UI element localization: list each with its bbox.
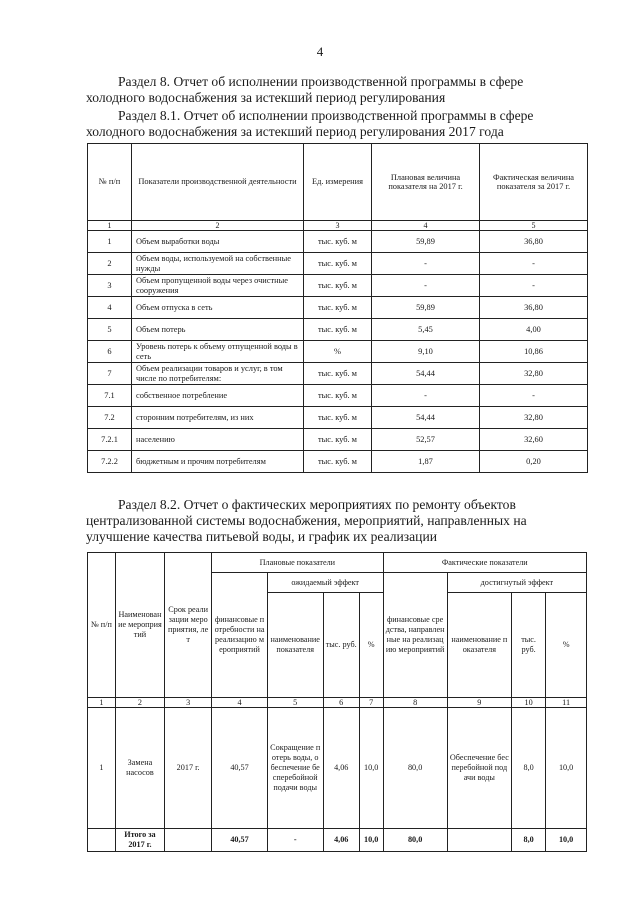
column-number: 2	[115, 698, 164, 708]
measure-name: Замена насосов	[115, 708, 164, 829]
row-number: 1	[88, 231, 132, 253]
table-row	[88, 407, 588, 429]
header-cell: Плановая величина показателя на 2017 г.	[372, 144, 480, 221]
total-fact-finance: 80,0	[383, 829, 447, 852]
header-group-row	[88, 553, 587, 573]
row-unit: тыс. куб. м	[304, 231, 372, 253]
row-indicator: Объем отпуска в сеть	[132, 297, 304, 319]
table-row	[88, 451, 588, 473]
header-cell: ожидаемый эффект	[267, 573, 383, 593]
total-achieved-rub: 8,0	[511, 829, 545, 852]
column-number: 8	[383, 698, 447, 708]
column-number: 11	[546, 698, 587, 708]
row-fact-value: 4,00	[480, 319, 588, 341]
column-number: 5	[480, 221, 588, 231]
table-row	[88, 363, 588, 385]
table-row	[88, 253, 588, 275]
section-8-1-line-2: холодного водоснабжения за истекший период регулирования 2017 года	[86, 124, 504, 139]
row-number: 3	[88, 275, 132, 297]
page-number: 4	[316, 44, 324, 59]
total-row	[88, 829, 587, 852]
section-8-2-line-3: улучшение качества питьевой воды, и график их реализации	[86, 529, 438, 544]
header-cell: Плановые показатели	[212, 553, 383, 573]
row-plan-value: 54,44	[372, 407, 480, 429]
row-plan-value: 52,57	[372, 429, 480, 451]
row-unit: тыс. куб. м	[304, 429, 372, 451]
table-row	[88, 708, 587, 829]
total-expected-name: -	[267, 829, 323, 852]
column-numbers-row	[88, 698, 587, 708]
row-number: 7.1	[88, 385, 132, 407]
row-fact-value: -	[480, 275, 588, 297]
achieved-effect-rub: 8,0	[511, 708, 545, 829]
section-8-line-2: холодного водоснабжения за истекший период регулирования	[86, 90, 446, 105]
row-indicator: Объем воды, используемой на собственные нужды	[132, 253, 304, 275]
total-expected-pct: 10,0	[359, 829, 383, 852]
column-number: 4	[212, 698, 268, 708]
column-number: 10	[511, 698, 545, 708]
row-plan-value: 1,87	[372, 451, 480, 473]
row-indicator: Объем реализации товаров и услуг, в том числе по потребителям:	[132, 363, 304, 385]
row-fact-value: -	[480, 385, 588, 407]
row-unit: тыс. куб. м	[304, 407, 372, 429]
header-cell: Фактическая величина показателя за 2017 г.	[480, 144, 588, 221]
expected-effect-pct: 10,0	[359, 708, 383, 829]
row-plan-value: -	[372, 253, 480, 275]
header-cell: № п/п	[88, 553, 116, 698]
row-fact-value: 36,80	[480, 231, 588, 253]
header-cell: Срок реализации мероприятия, лет	[165, 553, 212, 698]
header-cell: Показатели производственной деятельности	[132, 144, 304, 221]
section-8-2-line-1: Раздел 8.2. Отчет о фактических мероприятиях по ремонту объектов	[118, 497, 516, 512]
row-plan-value: 54,44	[372, 363, 480, 385]
table-row	[88, 319, 588, 341]
row-indicator: собственное потребление	[132, 385, 304, 407]
column-number: 9	[447, 698, 511, 708]
production-program-table	[87, 143, 588, 473]
row-fact-value: 10,86	[480, 341, 588, 363]
column-number: 1	[88, 221, 132, 231]
row-plan-value: -	[372, 385, 480, 407]
total-achieved-pct: 10,0	[546, 829, 587, 852]
row-fact-value: 0,20	[480, 451, 588, 473]
total-empty-cell	[88, 829, 116, 852]
row-unit: тыс. куб. м	[304, 363, 372, 385]
row-number: 6	[88, 341, 132, 363]
fact-finance: 80,0	[383, 708, 447, 829]
header-cell: Фактические показатели	[383, 553, 587, 573]
header-cell: наименование показателя	[447, 593, 511, 698]
row-number: 1	[88, 708, 116, 829]
row-unit: тыс. куб. м	[304, 319, 372, 341]
total-empty-cell	[165, 829, 212, 852]
column-number: 6	[323, 698, 359, 708]
row-unit: тыс. куб. м	[304, 297, 372, 319]
section-8-heading	[86, 74, 586, 106]
row-indicator: населению	[132, 429, 304, 451]
header-cell: Наименование мероприятий	[115, 553, 164, 698]
table-row	[88, 341, 588, 363]
header-cell: Ед. измерения	[304, 144, 372, 221]
column-number: 7	[359, 698, 383, 708]
table-row	[88, 429, 588, 451]
column-number: 5	[267, 698, 323, 708]
row-number: 5	[88, 319, 132, 341]
header-cell: финансовые средства, направленные на реализацию мероприятий	[383, 573, 447, 698]
row-unit: тыс. куб. м	[304, 451, 372, 473]
row-plan-value: 9,10	[372, 341, 480, 363]
column-number: 3	[165, 698, 212, 708]
column-number: 2	[132, 221, 304, 231]
row-indicator: сторонним потребителям, из них	[132, 407, 304, 429]
table-row	[88, 385, 588, 407]
measure-term: 2017 г.	[165, 708, 212, 829]
table-row	[88, 297, 588, 319]
total-plan-finance: 40,57	[212, 829, 268, 852]
row-plan-value: 5,45	[372, 319, 480, 341]
header-cell: %	[546, 593, 587, 698]
header-cell: %	[359, 593, 383, 698]
row-plan-value: 59,89	[372, 297, 480, 319]
column-number: 1	[88, 698, 116, 708]
column-number: 4	[372, 221, 480, 231]
row-unit: %	[304, 341, 372, 363]
achieved-effect-pct: 10,0	[546, 708, 587, 829]
achieved-effect-name: Обеспечение бесперебойной подачи воды	[447, 708, 511, 829]
plan-finance: 40,57	[212, 708, 268, 829]
row-fact-value: 32,80	[480, 407, 588, 429]
row-plan-value: -	[372, 275, 480, 297]
repair-measures-table	[87, 552, 587, 852]
expected-effect-rub: 4,06	[323, 708, 359, 829]
header-cell: тыс. руб.	[323, 593, 359, 698]
row-indicator: Объем выработки воды	[132, 231, 304, 253]
row-fact-value: -	[480, 253, 588, 275]
table-row	[88, 275, 588, 297]
row-number: 7.2	[88, 407, 132, 429]
row-fact-value: 36,80	[480, 297, 588, 319]
row-unit: тыс. куб. м	[304, 253, 372, 275]
row-number: 7.2.2	[88, 451, 132, 473]
section-8-2-line-2: централизованной системы водоснабжения, мероприятий, направленных на	[86, 513, 527, 528]
row-fact-value: 32,60	[480, 429, 588, 451]
row-indicator: бюджетным и прочим потребителям	[132, 451, 304, 473]
total-empty-cell	[447, 829, 511, 852]
header-cell: достигнутый эффект	[447, 573, 586, 593]
row-number: 4	[88, 297, 132, 319]
table-row	[88, 231, 588, 253]
total-label: Итого за 2017 г.	[115, 829, 164, 852]
section-8-2-heading	[86, 497, 588, 545]
header-cell: наименование показателя	[267, 593, 323, 698]
header-cell: финансовые потребности на реализацию мероприятий	[212, 573, 268, 698]
row-indicator: Объем пропущенной воды через очистные сооружения	[132, 275, 304, 297]
row-indicator: Объем потерь	[132, 319, 304, 341]
section-8-1-heading	[86, 108, 586, 140]
row-number: 7	[88, 363, 132, 385]
row-number: 7.2.1	[88, 429, 132, 451]
section-8-line-1: Раздел 8. Отчет об исполнении производственной программы в сфере	[118, 74, 524, 89]
section-8-1-line-1: Раздел 8.1. Отчет об исполнении производственной программы в сфере	[118, 108, 534, 123]
column-numbers-row	[88, 221, 588, 231]
total-expected-rub: 4,06	[323, 829, 359, 852]
expected-effect-name: Сокращение потерь воды, обеспечение бесперебойной подачи воды	[267, 708, 323, 829]
row-number: 2	[88, 253, 132, 275]
table-header-row	[88, 144, 588, 221]
header-cell: тыс. руб.	[511, 593, 545, 698]
header-cell: № п/п	[88, 144, 132, 221]
row-unit: тыс. куб. м	[304, 385, 372, 407]
row-fact-value: 32,80	[480, 363, 588, 385]
row-unit: тыс. куб. м	[304, 275, 372, 297]
row-plan-value: 59,89	[372, 231, 480, 253]
column-number: 3	[304, 221, 372, 231]
row-indicator: Уровень потерь к объему отпущенной воды в сеть	[132, 341, 304, 363]
